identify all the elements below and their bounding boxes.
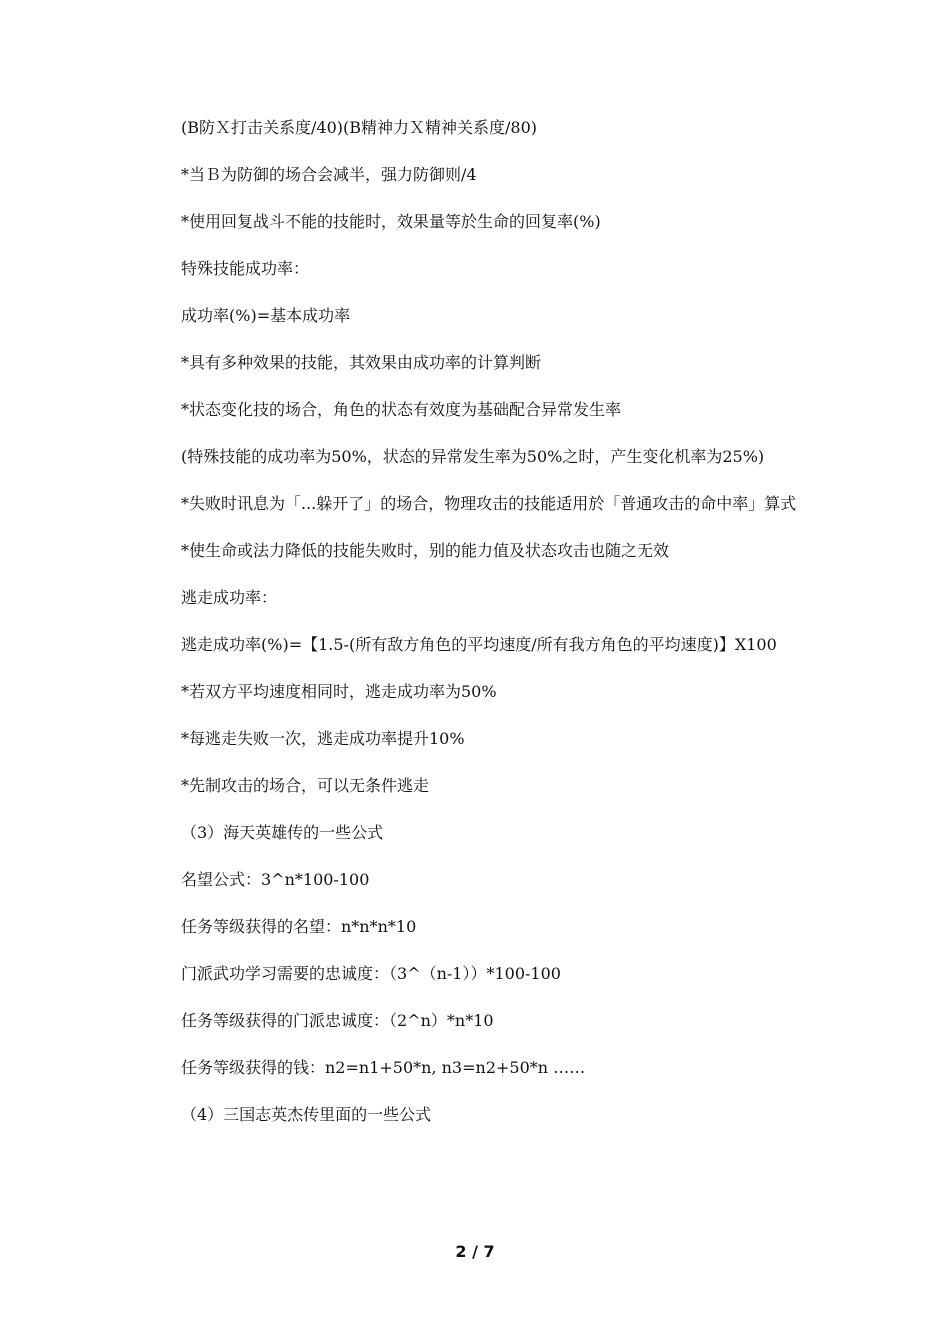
- paragraph: 任务等级获得的钱：n2=n1+50*n, n3=n2+50*n ……: [181, 1058, 586, 1077]
- paragraph: *若双方平均速度相同时，逃走成功率为50%: [181, 682, 497, 701]
- paragraph: 任务等级获得的名望：n*n*n*10: [181, 917, 417, 936]
- paragraph: *每逃走失败一次，逃走成功率提升10%: [181, 729, 465, 748]
- section-heading: （3）海天英雄传的一些公式: [181, 823, 384, 842]
- paragraph: 名望公式：3^n*100-100: [181, 870, 370, 889]
- paragraph: 逃走成功率(%)=【1.5-(所有敌方角色的平均速度/所有我方角色的平均速度)】X100: [181, 635, 777, 654]
- paragraph: 门派武功学习需要的忠诚度：（3^（n-1））*100-100: [181, 964, 561, 983]
- paragraph: *状态变化技的场合，角色的状态有效度为基础配合异常发生率: [181, 400, 622, 419]
- paragraph: *先制攻击的场合，可以无条件逃走: [181, 776, 430, 795]
- paragraph: 逃走成功率：: [181, 588, 278, 607]
- paragraph: (B防Ｘ打击关系度/40)(B精神力Ｘ精神关系度/80): [181, 118, 537, 137]
- paragraph: 成功率(%)=基本成功率: [181, 306, 351, 325]
- paragraph: *使用回复战斗不能的技能时，效果量等於生命的回复率(%): [181, 212, 601, 231]
- page-indicator: 2 / 7: [455, 1242, 495, 1261]
- paragraph: 任务等级获得的门派忠诚度：（2^n）*n*10: [181, 1011, 494, 1030]
- paragraph: *具有多种效果的技能，其效果由成功率的计算判断: [181, 353, 542, 372]
- paragraph: 特殊技能成功率：: [181, 259, 310, 278]
- paragraph: *当Ｂ为防御的场合会减半，强力防御则/4: [181, 165, 477, 184]
- paragraph: *失败时讯息为「...躲开了」的场合，物理攻击的技能适用於「普通攻击的命中率」算式: [181, 494, 797, 513]
- paragraph: *使生命或法力降低的技能失败时，别的能力值及状态攻击也随之无效: [181, 541, 670, 560]
- section-heading: （4）三国志英杰传里面的一些公式: [181, 1105, 432, 1124]
- paragraph: (特殊技能的成功率为50%，状态的异常发生率为50%之时，产生变化机率为25%): [181, 447, 765, 466]
- document-body: [145, 116, 805, 1150]
